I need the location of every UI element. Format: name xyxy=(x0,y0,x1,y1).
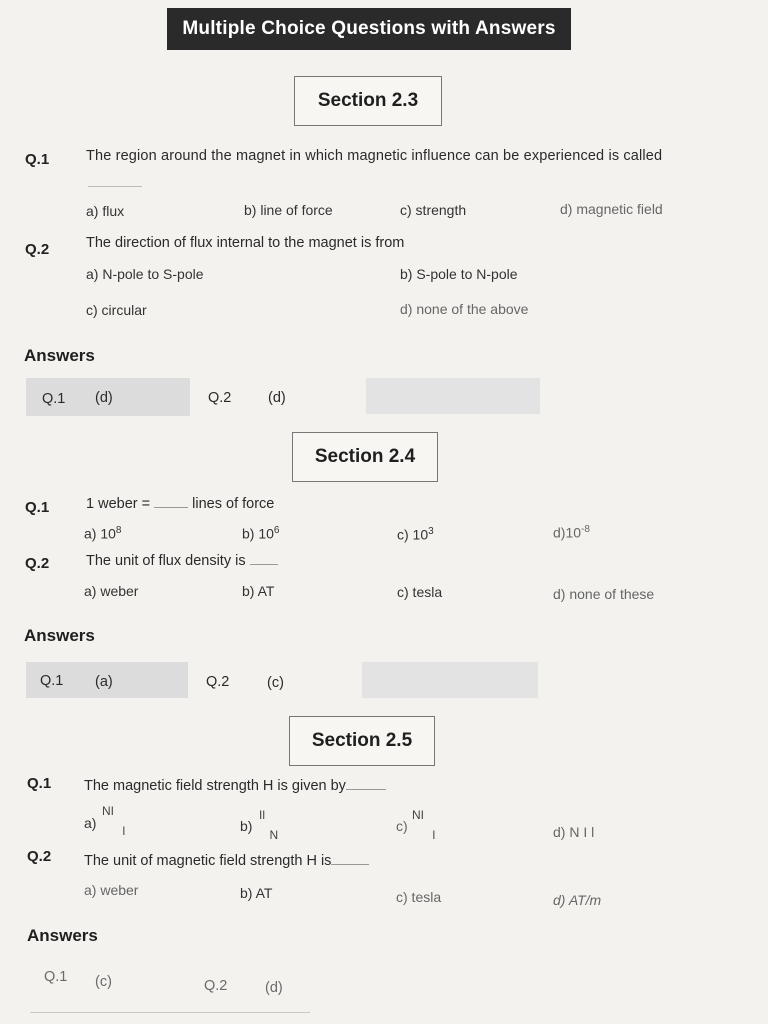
question-text xyxy=(86,553,278,569)
answers-heading: Answers xyxy=(24,626,95,645)
option-d: d) magnetic field xyxy=(560,201,663,217)
option-c xyxy=(397,526,434,543)
answer-value: (d) xyxy=(95,390,113,406)
option-b: b) AT xyxy=(240,885,273,901)
answer-question-label: Q.1 xyxy=(40,673,64,689)
question-number: Q.1 xyxy=(25,151,50,168)
option-d: d) none of the above xyxy=(400,301,529,317)
question-text-after: lines of force xyxy=(192,496,275,512)
option-prefix: a) xyxy=(84,815,97,831)
bottom-divider xyxy=(30,1012,310,1013)
option-a xyxy=(84,525,121,542)
question-text: The region around the magnet in which magnetic influence can be experienced is called xyxy=(86,148,663,164)
option-b: b) S-pole to N-pole xyxy=(400,266,518,282)
section-heading-2-4: Section 2.4 xyxy=(292,432,438,482)
answers-heading: Answers xyxy=(24,346,95,365)
answers-heading: Answers xyxy=(27,926,98,945)
option-b: b) line of force xyxy=(244,202,333,218)
option-base: a) 10 xyxy=(84,525,116,542)
question-text xyxy=(84,778,386,794)
section-heading-2-3: Section 2.3 xyxy=(294,76,442,126)
option-prefix: b) xyxy=(240,818,253,834)
fraction-denominator: l xyxy=(122,824,126,838)
option-d: d) none of these xyxy=(553,586,655,602)
question-number: Q.2 xyxy=(27,848,52,865)
option-d xyxy=(553,524,590,541)
question-text-main: The unit of flux density is xyxy=(86,553,246,569)
answer-value: (a) xyxy=(95,674,113,690)
option-a xyxy=(84,802,134,842)
option-d: d) N I l xyxy=(553,824,595,840)
question-number: Q.2 xyxy=(25,241,50,258)
option-exponent: -8 xyxy=(581,524,590,535)
option-exponent: 3 xyxy=(428,526,434,537)
question-number: Q.1 xyxy=(27,775,52,792)
answer-blank-line xyxy=(346,789,386,790)
section-heading-2-5: Section 2.5 xyxy=(289,716,435,766)
question-text: The direction of flux internal to the magnet is from xyxy=(86,235,405,251)
page-title-banner: Multiple Choice Questions with Answers xyxy=(167,8,571,50)
fraction-numerator: NI xyxy=(412,808,424,822)
answer-value: (d) xyxy=(265,980,283,996)
option-b: b) AT xyxy=(242,583,275,599)
answer-question-label: Q.2 xyxy=(208,390,232,406)
option-a: a) weber xyxy=(84,882,139,898)
question-number: Q.2 xyxy=(25,555,50,572)
question-text-main: The magnetic field strength H is given by xyxy=(84,778,346,794)
option-c: c) tesla xyxy=(397,584,443,600)
question-text-main: The unit of magnetic field strength H is xyxy=(84,853,332,869)
answer-value: (c) xyxy=(95,974,112,990)
option-exponent: 8 xyxy=(115,525,122,536)
option-b xyxy=(240,806,290,846)
option-prefix: c) xyxy=(396,818,408,834)
answer-value: (d) xyxy=(268,390,286,406)
question-text xyxy=(86,496,274,512)
option-a: a) flux xyxy=(86,203,125,219)
answer-blank-line xyxy=(331,864,369,865)
answer-shade-right xyxy=(366,378,540,414)
answer-question-label: Q.1 xyxy=(42,391,66,407)
answer-question-label: Q.1 xyxy=(44,969,68,985)
answer-question-label: Q.2 xyxy=(204,978,228,994)
fraction-numerator: Il xyxy=(259,808,265,822)
answer-blank-line xyxy=(250,564,278,565)
question-text xyxy=(84,853,369,869)
question-number: Q.1 xyxy=(25,499,50,516)
option-a: a) N-pole to S-pole xyxy=(86,266,204,282)
answer-blank-line xyxy=(154,507,188,508)
option-exponent: 6 xyxy=(273,525,280,536)
answer-shade-right xyxy=(362,662,538,698)
option-base: c) 10 xyxy=(397,526,429,543)
option-c: c) tesla xyxy=(396,889,442,905)
option-b xyxy=(242,525,279,542)
option-a: a) weber xyxy=(84,583,139,599)
fraction-numerator: NI xyxy=(102,804,114,818)
fraction-denominator: N xyxy=(269,828,279,842)
option-d: d) AT/m xyxy=(553,892,602,908)
question-text-before: 1 weber = xyxy=(86,496,151,512)
option-c xyxy=(396,806,446,846)
option-base: d)10 xyxy=(553,524,582,541)
option-base: b) 10 xyxy=(242,525,274,542)
option-c: c) strength xyxy=(400,202,467,218)
answer-value: (c) xyxy=(267,675,284,691)
fraction-denominator: l xyxy=(432,828,436,842)
answer-question-label: Q.2 xyxy=(206,674,230,690)
option-c: c) circular xyxy=(86,302,147,318)
answer-blank-line xyxy=(88,186,142,187)
